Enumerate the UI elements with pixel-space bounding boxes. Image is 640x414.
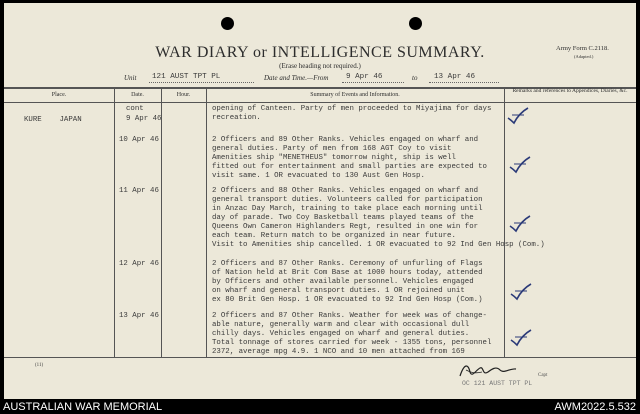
check-mark-icon bbox=[509, 328, 533, 348]
to-underline bbox=[429, 82, 499, 83]
form-number bbox=[556, 45, 609, 61]
row-date: cont 9 Apr 46 bbox=[126, 105, 162, 123]
page-mark: (11) bbox=[35, 363, 44, 368]
form-number-text: Army Form C.2118. bbox=[556, 45, 609, 52]
header-summary: Summary of Events and Information. bbox=[310, 92, 400, 98]
diary-page bbox=[4, 3, 636, 399]
punch-hole bbox=[221, 17, 234, 30]
column-rule bbox=[114, 87, 115, 357]
unit-value: 121 AUST TPT PL bbox=[152, 73, 221, 81]
header-date: Date. bbox=[131, 92, 144, 98]
credit-right: AWM2022.5.532 bbox=[554, 401, 636, 413]
row-entry: 2 Officers and 87 Other Ranks. Weather for week was of change- able nature, generally warm and clear with occasional dull chilly days. Vehicles engaged on wharf and general duties. Total tonnage of stores carried for week - 1355 tons, personnel 2372, average mpg 4.9. 1 NCO and 10 men attached from 169 bbox=[212, 312, 492, 356]
to-label: to bbox=[412, 74, 418, 82]
credit-left: AUSTRALIAN WAR MEMORIAL bbox=[3, 401, 163, 413]
header-hour: Hour. bbox=[176, 92, 191, 98]
from-date: 9 Apr 46 bbox=[346, 73, 383, 81]
row-date: 10 Apr 46 bbox=[119, 136, 159, 144]
header-rule bbox=[4, 102, 636, 103]
unit-stamp: OC 121 AUST TPT PL bbox=[462, 380, 533, 387]
signature-icon bbox=[452, 360, 542, 382]
row-date: 12 Apr 46 bbox=[119, 260, 159, 268]
row-entry: 2 Officers and 87 Other Ranks. Ceremony of unfurling of Flags of Nation held at Brit Com Base at 1000 hours today, attended by Officers and other available personnel. Vehicles engaged on wharf and general transport duties. 1 OR rejoined unit ex 80 Brit Gen Hosp. 1 OR evacuated to 92 Ind Gen Hosp (Com.) bbox=[212, 260, 483, 304]
row-place: KURE JAPAN bbox=[24, 116, 82, 124]
header-place: Place. bbox=[51, 92, 67, 98]
row-date: 13 Apr 46 bbox=[119, 312, 159, 320]
punch-hole bbox=[409, 17, 422, 30]
check-mark-icon bbox=[508, 214, 532, 234]
unit-underline bbox=[149, 82, 254, 83]
to-date: 13 Apr 46 bbox=[434, 73, 476, 81]
date-time-label: Date and Time.—From bbox=[264, 74, 329, 82]
check-mark-icon bbox=[508, 155, 532, 175]
column-rule bbox=[206, 87, 207, 357]
check-mark-icon bbox=[509, 282, 533, 302]
page-subtitle: (Erase heading not required.) bbox=[279, 62, 361, 70]
row-entry: 2 Officers and 89 Other Ranks. Vehicles engaged on wharf and general duties. Party of men from 168 AGT Coy to visit Amenities ship "MENETHEUS" tomorrow night, ship is well fitted out for entertainment and small parties are expected to visit same. 1 OR evacuated to 130 Aust Gen Hosp. bbox=[212, 136, 487, 180]
page-title: WAR DIARY or INTELLIGENCE SUMMARY. bbox=[155, 44, 485, 61]
column-rule bbox=[161, 87, 162, 357]
table-bottom-rule bbox=[4, 357, 636, 358]
from-underline bbox=[342, 82, 404, 83]
row-entry: opening of Canteen. Party of men proceeded to Miyajima for days recreation. bbox=[212, 105, 492, 122]
row-date: 11 Apr 46 bbox=[119, 187, 159, 195]
row-entry: 2 Officers and 88 Other Ranks. Vehicles engaged on wharf and general transport duties. Volunteers called for participation in Anzac Day March, training to take place each morning until day of parade. Two Coy Basketball teams played teams of the Queens Own Cameron Highlanders Regt, resulted in one win for each team. Return match to be organized in near future. Visit to Amenities ship cancelled. 1 OR evacuated to 92 Ind Gen Hosp (Com.) bbox=[212, 187, 545, 249]
header-remarks: Remarks and references to Appendices, Diaries, &c. bbox=[512, 88, 628, 94]
unit-label: Unit bbox=[124, 74, 137, 82]
check-mark-icon bbox=[506, 106, 530, 126]
capt-label: Capt bbox=[538, 373, 548, 378]
form-note: (Adapted.) bbox=[574, 54, 594, 59]
